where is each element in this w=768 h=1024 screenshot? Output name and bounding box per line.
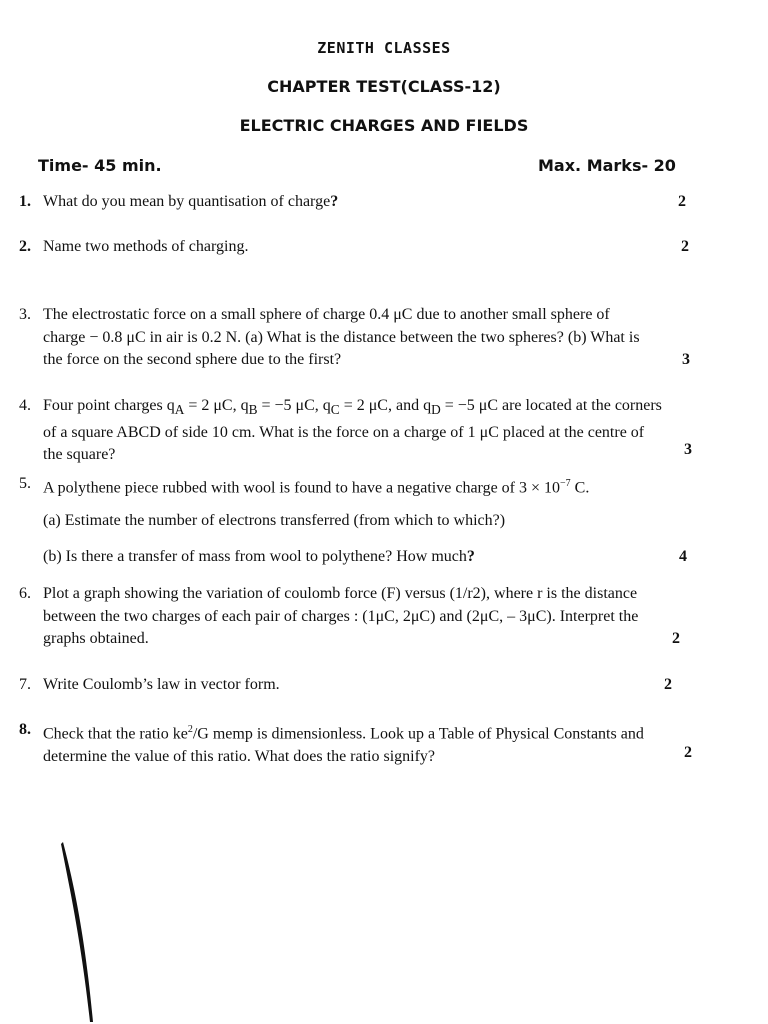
question-marks: 2 bbox=[681, 238, 689, 255]
time-label: Time- 45 min. bbox=[38, 156, 162, 175]
question-marks: 2 bbox=[664, 676, 672, 693]
question-part-b: (b) Is there a transfer of mass from wool to polythene? How much? bbox=[43, 548, 475, 565]
question-number: 2. bbox=[19, 238, 31, 255]
question-text: Check that the ratio $ke^2/G$ memp is dimensionless. Look up a Table of Physical Constants and determine the value of this ratio. What does the ratio signify? bbox=[43, 724, 644, 765]
question-text: Name two methods of charging. bbox=[43, 238, 249, 255]
question-text: Four point charges $q_A = 2$ μC, $q_B = -5$ μC, $q_C = 2$ μC, and $q_D = -5$ μC are located at the corners of a square ABCD of side 10 cm. What is the force on a charge of 1 μC placed at the centre of the square? bbox=[43, 397, 662, 464]
pen-stroke-mark bbox=[55, 840, 115, 1024]
question-number: 4. bbox=[19, 397, 31, 414]
question-number: 8. bbox=[19, 721, 31, 738]
question-marks: 4 bbox=[679, 548, 687, 565]
question-text: Write Coulomb’s law in vector form. bbox=[43, 676, 280, 693]
question-part-a: (a) Estimate the number of electrons transferred (from which to which?) bbox=[43, 512, 506, 529]
question-number: 7. bbox=[19, 676, 31, 693]
question-marks: 2 bbox=[678, 193, 686, 210]
chapter-title: ELECTRIC CHARGES AND FIELDS bbox=[239, 116, 529, 135]
question-marks: 3 bbox=[682, 351, 690, 368]
question-text: The electrostatic force on a small sphere of charge 0.4 μC due to another small sphere of charge − 0.8 μC in air is 0.2 N. (a) What is the distance between the two spheres? (b) What is the force on the second sphere due to the first? bbox=[43, 306, 640, 368]
question-number: 6. bbox=[19, 585, 31, 602]
question-text: Plot a graph showing the variation of coulomb force (F) versus (1/r2), where r is the distance between the two charges of each pair of charges : (1μC, 2μC) and (2μC, – 3μC). Interpret the graphs obtained. bbox=[43, 585, 639, 647]
question-marks: 2 bbox=[672, 630, 680, 647]
school-name: ZENITH CLASSES bbox=[317, 39, 451, 57]
question-marks: 3 bbox=[684, 441, 692, 458]
question-number: 3. bbox=[19, 306, 31, 323]
question-text: What do you mean by quantisation of charge? bbox=[43, 193, 339, 210]
question-text: A polythene piece rubbed with wool is found to have a negative charge of $3 \times 10^{-7}$ C. bbox=[43, 478, 590, 497]
max-marks-label: Max. Marks- 20 bbox=[538, 156, 676, 175]
question-number: 5. bbox=[19, 475, 31, 492]
question-marks: 2 bbox=[684, 744, 692, 761]
question-number: 1. bbox=[19, 193, 31, 210]
test-title: CHAPTER TEST(CLASS-12) bbox=[267, 77, 501, 96]
